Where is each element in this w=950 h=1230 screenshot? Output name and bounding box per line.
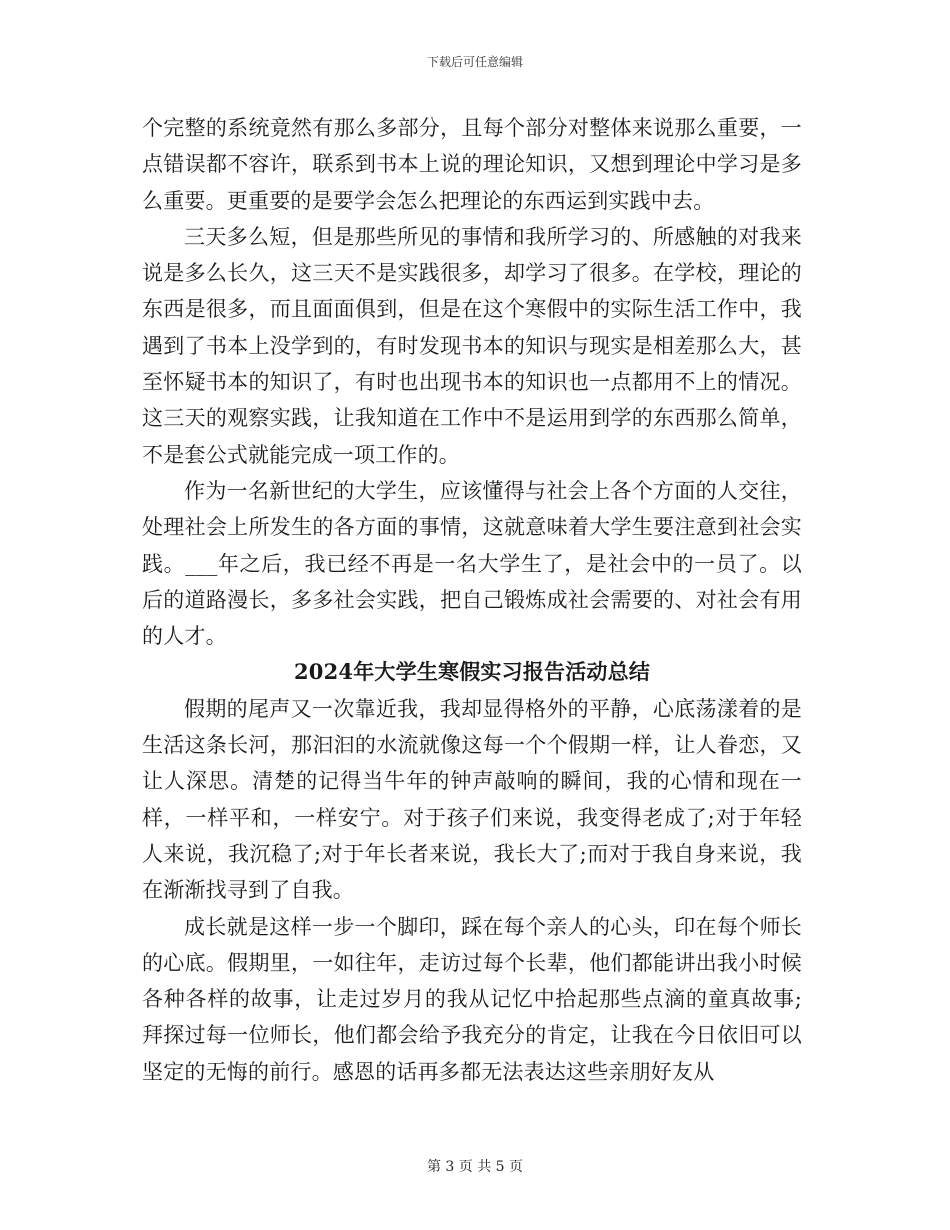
paragraph-1: 个完整的系统竟然有那么多部分，且每个部分对整体来说那么重要，一点错误都不容许，联系到书本上说的理论知识，又想到理论中学习是多么重要。更重要的是要学会怎么把理论的东西运到实践中去。 [142, 116, 802, 213]
page-footer: 第 3 页 共 5 页 [426, 1159, 524, 1175]
paragraph-4: 假期的尾声又一次靠近我，我却显得格外的平静，心底荡漾着的是生活这条长河，那汩汩的水流就像这每一个个假期一样，让人眷恋，又让人深思。清楚的记得当牛年的钟声敲响的瞬间，我的心情和现在一样，一样平和，一样安宁。对于孩子们来说，我变得老成了;对于年轻人来说，我沉稳了;对于年长者来说，我长大了;而对于我自身来说，我在渐渐找寻到了自我。 [142, 696, 802, 903]
paragraph-2: 三天多么短，但是那些所见的事情和我所学习的、所感触的对我来说是多么长久，这三天不是实践很多，却学习了很多。在学校，理论的东西是很多，而且面面俱到，但是在这个寒假中的实际生活工作中，我遇到了书本上没学到的，有时发现书本的知识与现实是相差那么大，甚至怀疑书本的知识了，有时也出现书本的知识也一点都用不上的情况。这三天的观察实践，让我知道在工作中不是运用到学的东西那么简单，不是套公式就能完成一项工作的。 [142, 224, 802, 467]
section-heading: 2024年大学生寒假实习报告活动总结 [293, 659, 651, 685]
document-body [142, 110, 802, 1090]
paragraph-5: 成长就是这样一步一个脚印，踩在每个亲人的心头，印在每个师长的心底。假期里，一如往年，走访过每个长辈，他们都能讲出我小时候各种各样的故事，让走过岁月的我从记忆中拾起那些点滴的童真故事;拜探过每一位师长，他们都会给予我充分的肯定，让我在今日依旧可以坚定的无悔的前行。感恩的话再多都无法表达这些亲朋好友从 [142, 914, 802, 1084]
page-header: 下载后可任意编辑 [426, 55, 523, 69]
paragraph-3: 作为一名新世纪的大学生，应该懂得与社会上各个方面的人交往，处理社会上所发生的各方面的事情，这就意味着大学生要注意到社会实践。___年之后，我已经不再是一名大学生了，是社会中的一员了。以后的道路漫长，多多社会实践，把自己锻炼成社会需要的、对社会有用的人才。 [142, 478, 802, 649]
